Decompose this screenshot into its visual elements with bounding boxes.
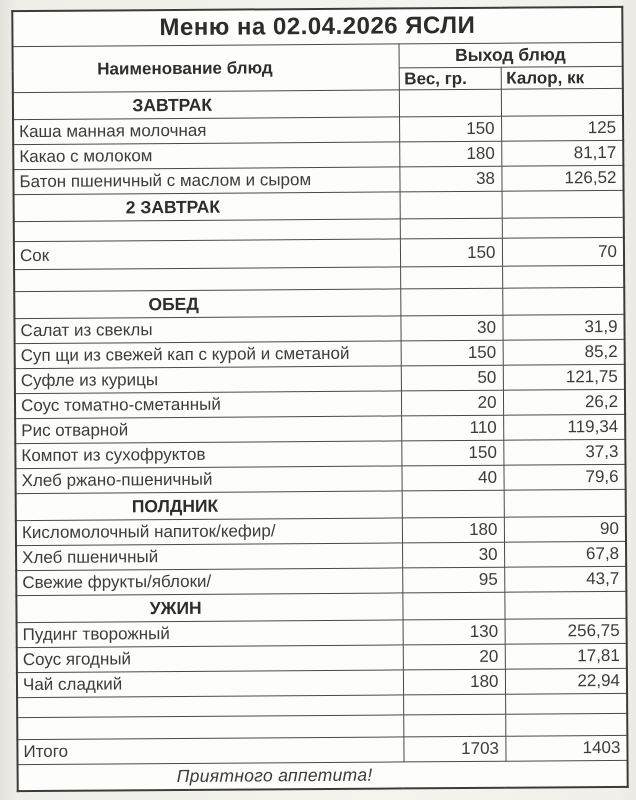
section-label: ОБЕД	[14, 289, 400, 319]
weight-cell	[399, 89, 501, 117]
weight-value: 30	[400, 315, 502, 341]
total-label: Итого	[17, 737, 403, 765]
dish-name: Батон пшеничный с маслом и сыром	[13, 167, 399, 195]
weight-value: 110	[401, 415, 503, 441]
dish-name: Пудинг творожный	[17, 620, 403, 648]
dish-name: Сок	[14, 239, 400, 270]
col-header-output-group: Выход блюд	[399, 42, 623, 68]
calories-value: 85,2	[503, 339, 625, 365]
calories-value: 81,17	[501, 140, 623, 166]
dish-name: Свежие фрукты/яблоки/	[16, 568, 402, 596]
dish-name: Рис отварной	[15, 416, 401, 444]
calories-value: 79,6	[503, 464, 625, 490]
calories-value: 31,9	[502, 314, 624, 340]
weight-value: 20	[403, 644, 505, 670]
title-row	[12, 7, 622, 47]
weight-cell	[400, 191, 502, 219]
empty-cell	[17, 715, 403, 740]
col-header-calories: Калор, кк	[501, 66, 623, 89]
section-row-breakfast	[13, 88, 623, 119]
weight-value: 150	[399, 116, 501, 142]
calories-cell	[502, 287, 624, 315]
section-label: ЗАВТРАК	[13, 90, 399, 120]
empty-cell	[17, 695, 403, 718]
weight-value: 180	[403, 669, 505, 695]
empty-cell	[14, 219, 400, 242]
calories-value: 125	[501, 115, 623, 141]
weight-value: 180	[399, 141, 501, 167]
dish-name: Каша манная молочная	[13, 117, 399, 145]
calories-value: 22,94	[505, 668, 627, 694]
footer-row	[18, 760, 628, 791]
calories-value: 17,81	[505, 643, 627, 669]
menu-table	[11, 6, 628, 792]
section-label: УЖИН	[16, 593, 402, 623]
weight-value: 38	[399, 166, 501, 192]
empty-cell	[400, 266, 502, 289]
dish-name: Кисломолочный напиток/кефир/	[16, 518, 402, 546]
dish-name: Какао с молоком	[13, 142, 399, 170]
weight-value: 95	[402, 567, 504, 593]
calories-value: 256,75	[505, 618, 627, 644]
page-title: Меню на 02.04.2026 ЯСЛИ	[12, 7, 622, 47]
dish-name: Соус ягодный	[17, 645, 403, 673]
empty-cell	[502, 217, 624, 238]
dish-name: Суп щи из свежей кап с курой и сметаной	[15, 341, 401, 369]
weight-value: 40	[401, 465, 503, 491]
menu-sheet	[11, 6, 626, 792]
total-calories: 1403	[505, 735, 627, 761]
dish-name: Хлеб пшеничный	[16, 543, 402, 571]
dish-name: Соус томатно-сметанный	[15, 391, 401, 419]
weight-value: 150	[401, 440, 503, 466]
weight-cell	[402, 490, 504, 518]
weight-value: 50	[401, 365, 503, 391]
empty-cell	[403, 714, 505, 737]
weight-value: 180	[402, 517, 504, 543]
weight-value: 130	[403, 619, 505, 645]
col-header-name: Наименование блюд	[13, 44, 399, 93]
empty-cell	[400, 218, 502, 239]
empty-cell	[502, 265, 624, 288]
empty-cell	[403, 694, 505, 715]
weight-cell	[402, 592, 504, 620]
weight-value: 20	[401, 390, 503, 416]
dish-name: Чай сладкий	[17, 670, 403, 698]
weight-value: 30	[402, 542, 504, 568]
section-row-dinner	[16, 591, 626, 622]
calories-value: 119,34	[503, 414, 625, 440]
calories-value: 121,75	[503, 364, 625, 390]
empty-cell	[14, 267, 400, 292]
calories-cell	[504, 591, 626, 619]
dish-name: Салат из свеклы	[14, 316, 400, 344]
total-weight: 1703	[403, 736, 505, 762]
footer-note: Приятного аппетита!	[18, 760, 628, 791]
calories-value: 43,7	[504, 566, 626, 592]
calories-value: 70	[502, 237, 624, 266]
col-header-weight: Вес, гр.	[399, 67, 501, 90]
calories-value: 26,2	[503, 389, 625, 415]
section-label: 2 ЗАВТРАК	[14, 192, 400, 222]
calories-cell	[504, 489, 626, 517]
weight-value: 150	[400, 238, 502, 267]
section-row-snack	[16, 489, 626, 520]
calories-value: 90	[504, 516, 626, 542]
section-label: ПОЛДНИК	[16, 491, 402, 521]
calories-cell	[501, 88, 623, 116]
calories-value: 37,3	[503, 439, 625, 465]
weight-value: 150	[401, 340, 503, 366]
section-row-second-breakfast	[14, 190, 624, 221]
menu-row	[14, 237, 624, 269]
section-row-lunch	[14, 287, 624, 318]
weight-cell	[400, 288, 502, 316]
dish-name: Суфле из курицы	[15, 366, 401, 394]
dish-name: Хлеб ржано-пшеничный	[15, 466, 401, 494]
empty-cell	[505, 713, 627, 736]
empty-cell	[505, 693, 627, 714]
calories-value: 126,52	[501, 165, 623, 191]
dish-name: Компот из сухофруктов	[15, 441, 401, 469]
calories-cell	[502, 190, 624, 218]
calories-value: 67,8	[504, 541, 626, 567]
